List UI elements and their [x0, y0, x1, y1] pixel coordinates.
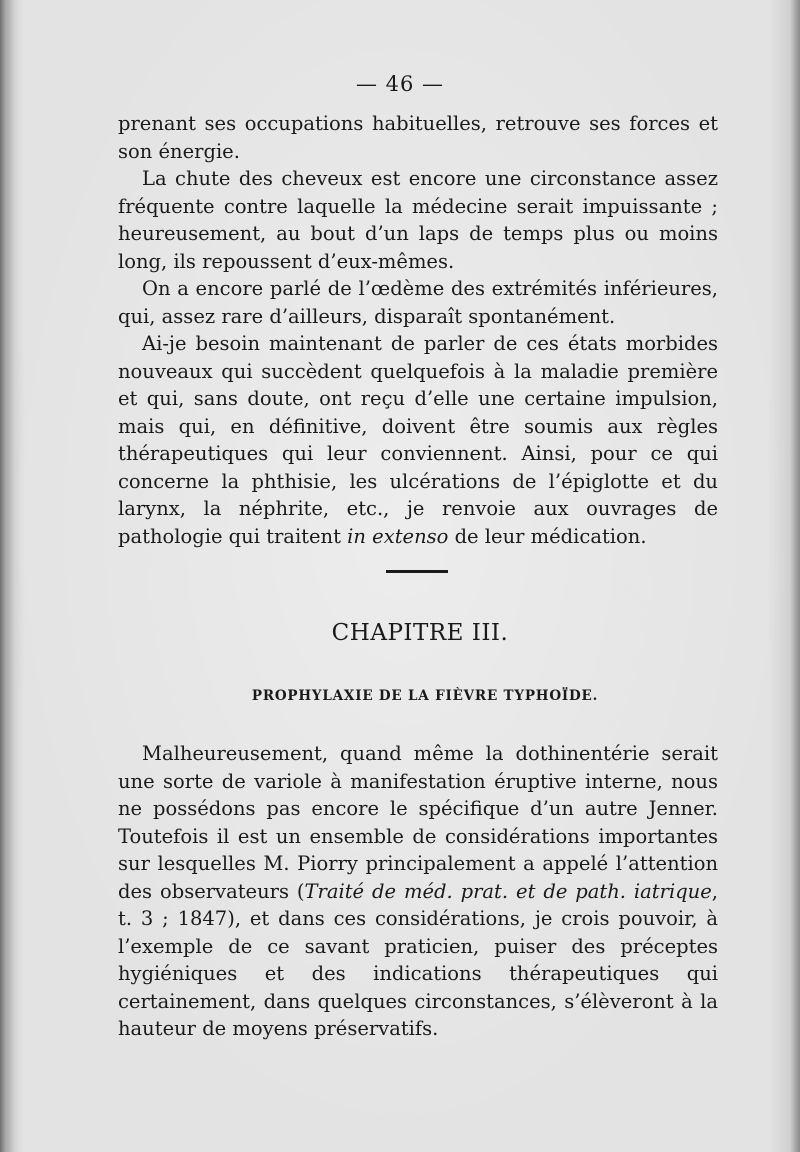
paragraph-4: [118, 330, 718, 550]
chapter-paragraph: [118, 740, 718, 1043]
body-text-top: [118, 110, 718, 550]
chapter-title: CHAPITRE III.: [331, 620, 509, 646]
chapter-paragraph-citation: Traité de méd. prat. et de path. iatrique: [304, 879, 712, 903]
paragraph-1: prenant ses occupations habituelles, retrouve ses forces et son énergie.: [118, 112, 718, 163]
paragraph-2: La chute des cheveux est encore une circonstance assez fréquente contre laquelle la médecine serait impuissante ; heureusement, au bout d’un laps de temps plus ou moins long, ils repoussent d’eux-mêmes.: [118, 167, 718, 273]
page-edge-left: [0, 0, 14, 1152]
body-text-chapter: [118, 740, 718, 1043]
chapter-subtitle: PROPHYLAXIE DE LA FIÈVRE TYPHOÏDE.: [251, 688, 599, 704]
paragraph-4-text: Ai-je besoin maintenant de parler de ces états morbides nouveaux qui succèdent quelquefois à la maladie première et qui, sans doute, ont reçu d’elle une certaine impulsion, mais qui, en définitive, doivent être soumis aux règles thérapeutiques qui leur conviennent. Ainsi, pour ce qui concerne la phthisie, les ulcérations de l’épiglotte et du larynx, la néphrite, etc., je renvoie aux ouvrages de pathologie qui traitent: [118, 332, 718, 548]
page-edge-right: [790, 0, 800, 1152]
page-number: — 46 —: [355, 72, 445, 96]
chapter-paragraph-text-2: , t. 3 ; 1847), et dans ces considérations, je crois pouvoir, à l’exemple de ce savant praticien, puiser des préceptes hygiéniques et des indications thérapeutiques qui certainement, dans quelques circonstances, s’élèveront à la hauteur de moyens préservatifs.: [118, 879, 718, 1040]
chapter-paragraph-text-1: Malheureusement, quand même la dothinentérie serait une sorte de variole à manifestation éruptive interne, nous ne possédons pas encore le spécifique d’un autre Jenner. Toutefois il est un ensemble de considérations importantes sur lesquelles M. Piorry principalement a appelé l’attention des observateurs (: [118, 742, 718, 903]
paragraph-4-italic: in extenso: [347, 524, 449, 548]
paragraph-4-end: de leur médication.: [448, 524, 647, 548]
paragraph-3: On a encore parlé de l’œdème des extrémités inférieures, qui, assez rare d’ailleurs, disparaît spontanément.: [118, 277, 718, 328]
section-divider-rule: [386, 570, 448, 573]
